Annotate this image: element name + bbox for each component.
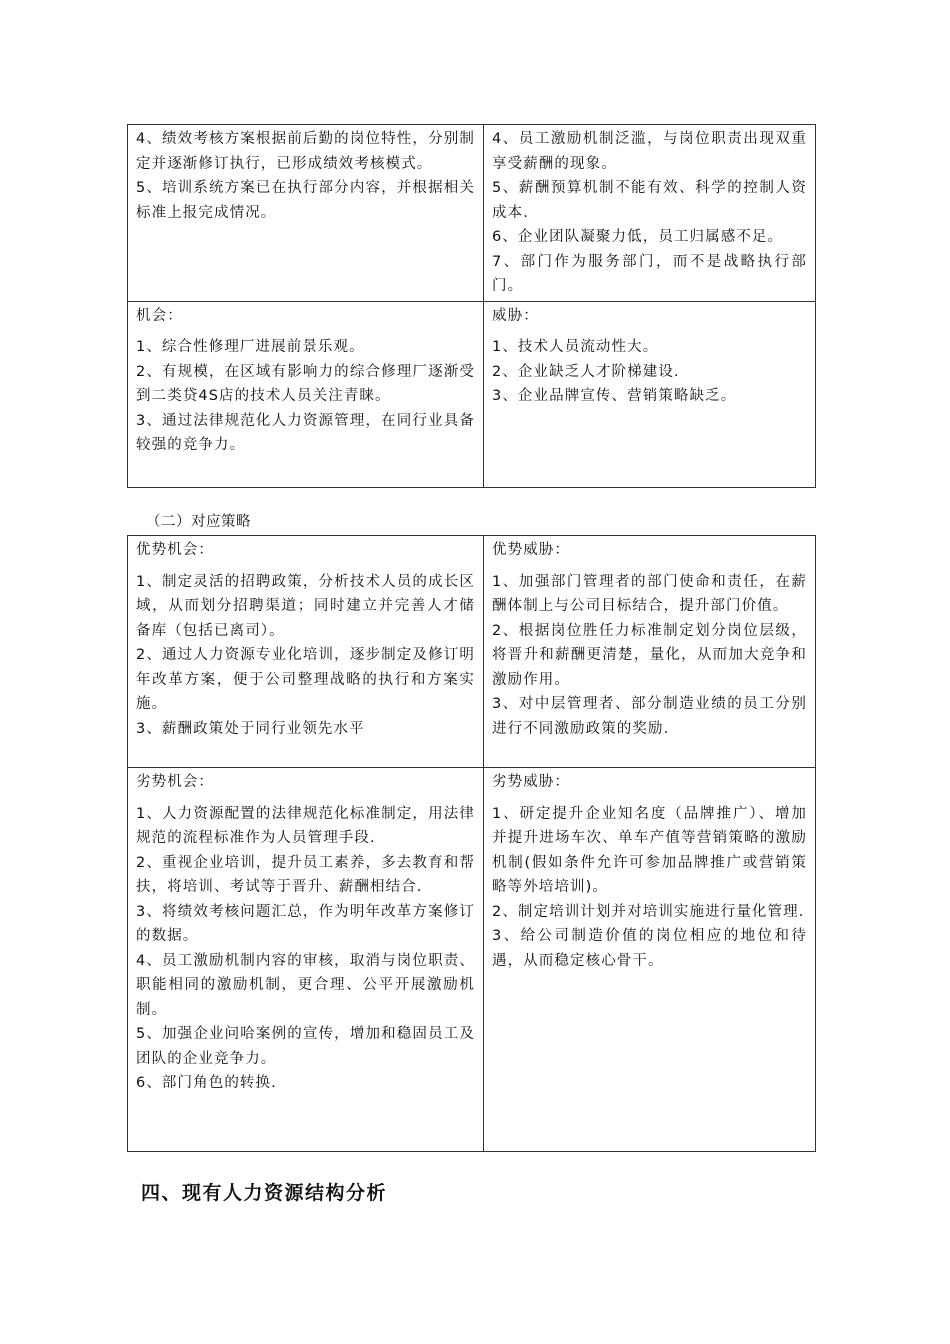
list-item: 2、企业缺乏人才阶梯建设. xyxy=(492,363,680,380)
list-item: 2、重视企业培训，提升员工素养，多去教育和帮扶，将培训、考试等于晋升、薪酬相结合. xyxy=(136,854,475,895)
list-item: 1、制定灵活的招聘政策，分析技术人员的成长区域，从而划分招聘渠道；同时建立并完善人才储备库（包括已离司）。 xyxy=(136,573,475,639)
list-item: 5、薪酬预算机制不能有效、科学的控制人资成本. xyxy=(492,180,807,221)
weaknesses-cell xyxy=(484,125,816,302)
list-item: 3、给公司制造价值的岗位相应的地位和待遇，从而稳定核心骨干。 xyxy=(492,928,807,969)
wo-strategy-cell xyxy=(128,768,484,1152)
list-item: 1、人力资源配置的法律规范化标准制定，用法律规范的流程标准作为人员管理手段. xyxy=(136,805,475,846)
st-strategy-cell xyxy=(484,536,816,768)
list-item: 2、根据岗位胜任力标准制定划分岗位层级，将晋升和薪酬更清楚，量化，从而加大竞争和激励作用。 xyxy=(492,622,807,688)
threats-cell xyxy=(484,301,816,487)
list-item: 3、薪酬政策处于同行业领先水平 xyxy=(136,720,365,737)
strategy-subtitle: （二）对应策略 xyxy=(146,514,251,530)
list-item: 3、将绩效考核问题汇总，作为明年改革方案修订的数据。 xyxy=(136,903,475,944)
cell-heading: 机会： xyxy=(136,307,183,324)
list-item: 1、综合性修理厂进展前景乐观。 xyxy=(136,339,365,355)
table-row xyxy=(128,768,816,1152)
list-item: 1、技术人员流动性大。 xyxy=(492,339,659,355)
strategy-table xyxy=(127,535,816,1152)
list-item: 3、企业品牌宣传、营销策略缺乏。 xyxy=(492,388,737,404)
list-item: 3、对中层管理者、部分制造业绩的员工分别进行不同激励政策的奖励. xyxy=(492,696,807,737)
list-item: 3、通过法律规范化人力资源管理，在同行业具备较强的竞争力。 xyxy=(136,412,475,453)
table-row xyxy=(128,536,816,768)
swot-table xyxy=(127,124,816,488)
list-item: 6、部门角色的转换. xyxy=(136,1075,277,1091)
list-item: 7、部门作为服务部门，而不是战略执行部门。 xyxy=(492,253,807,294)
section-heading: 四、现有人力资源结构分析 xyxy=(141,1182,388,1204)
strengths-cell xyxy=(128,125,484,302)
list-item: 4、员工激励机制泛滥，与岗位职责出现双重享受薪酬的现象。 xyxy=(492,131,807,172)
list-item: 1、研定提升企业知名度（品牌推广）、增加并提升进场车次、单车产值等营销策略的激励机制(假如条件允许可参加品牌推广或营销策略等外培培训)。 xyxy=(492,805,807,895)
list-item: 4、员工激励机制内容的审核，取消与岗位职责、职能相同的激励机制，更合理、公平开展激励机制。 xyxy=(136,952,475,1018)
list-item: 6、企业团队凝聚力低，员工归属感不足。 xyxy=(492,229,784,245)
cell-heading: 优势机会： xyxy=(136,542,214,558)
list-item: 2、通过人力资源专业化培训，逐步制定及修订明年改革方案，便于公司整理战略的执行和方案实施。 xyxy=(136,647,475,712)
table-row xyxy=(128,125,816,302)
cell-heading: 劣势威胁： xyxy=(492,774,570,790)
list-item: 1、加强部门管理者的部门使命和责任，在薪酬体制上与公司目标结合，提升部门价值。 xyxy=(492,573,807,614)
so-strategy-cell xyxy=(128,536,484,768)
cell-heading: 威胁： xyxy=(492,307,539,324)
list-item: 5、加强企业问哈案例的宣传，增加和稳固员工及团队的企业竞争力。 xyxy=(136,1026,475,1067)
list-item: 2、有规模，在区域有影响力的综合修理厂逐渐受到二类贷4S店的技术人员关注青睐。 xyxy=(136,363,475,404)
list-item: 4、绩效考核方案根据前后勤的岗位特性，分别制定并逐渐修订执行，已形成绩效考核模式。 xyxy=(136,131,475,172)
list-item: 5、培训系统方案已在执行部分内容，并根据相关标准上报完成情况。 xyxy=(136,180,475,221)
cell-heading: 劣势机会： xyxy=(136,774,214,790)
wt-strategy-cell xyxy=(484,768,816,1152)
list-item: 2、制定培训计划并对培训实施进行量化管理. xyxy=(492,903,805,920)
table-row xyxy=(128,301,816,487)
opportunities-cell xyxy=(128,301,484,487)
cell-heading: 优势威胁： xyxy=(492,542,570,558)
